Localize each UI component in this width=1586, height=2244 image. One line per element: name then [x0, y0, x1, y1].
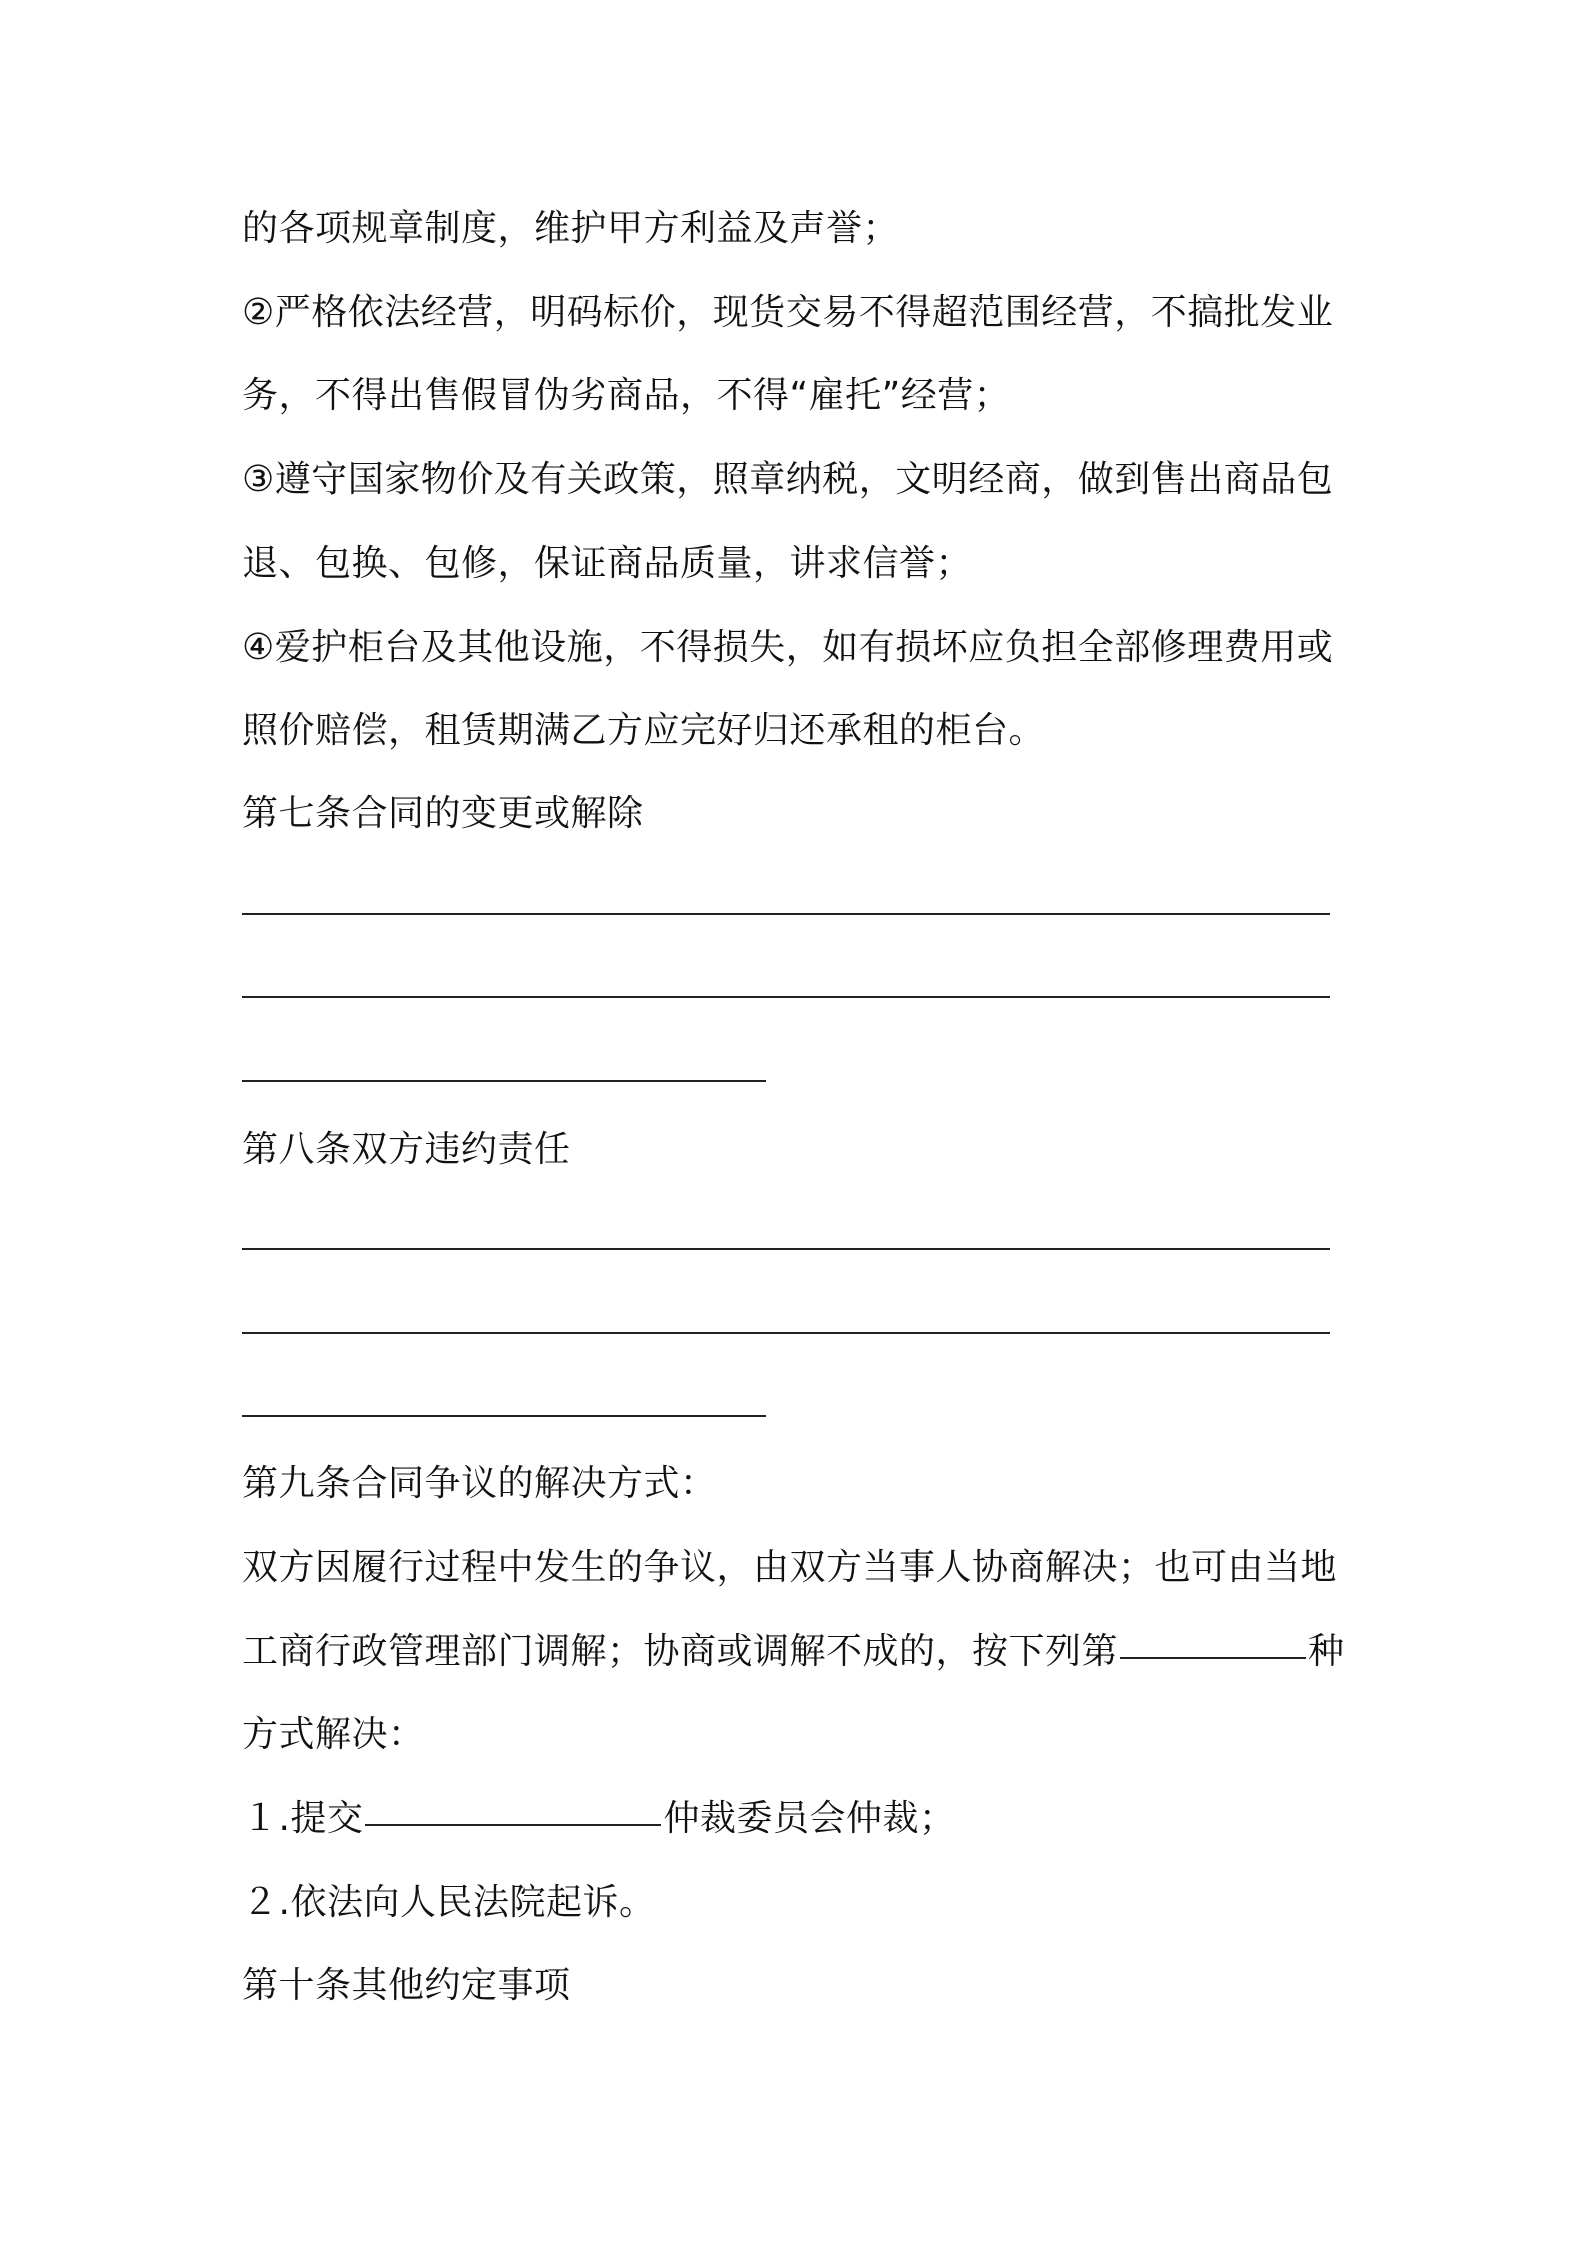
article-7-heading: 第七条合同的变更或解除 [242, 793, 644, 834]
body-text-segment: 种 [1308, 1631, 1345, 1672]
article-9-heading: 第九条合同争议的解决方式： [242, 1463, 717, 1504]
body-text-line: 退、包换、包修，保证商品质量，讲求信誉； [242, 543, 973, 584]
fill-in-blank-line[interactable] [242, 1080, 766, 1082]
body-text-segment: 仲裁委员会仲裁； [663, 1798, 956, 1839]
body-text-line: ③遵守国家物价及有关政策，照章纳税，文明经商，做到售出商品包 [242, 459, 1334, 500]
fill-in-blank-line[interactable] [242, 1332, 1330, 1334]
body-text-segment: １.提交 [242, 1798, 364, 1839]
article-10-heading: 第十条其他约定事项 [242, 1965, 571, 2006]
body-text-line: 照价赔偿，租赁期满乙方应完好归还承租的柜台。 [242, 710, 1046, 751]
body-text-line: ②严格依法经营，明码标价，现货交易不得超范围经营，不搞批发业 [242, 292, 1334, 333]
option-1 [242, 1795, 955, 1843]
body-text-line: 双方因履行过程中发生的争议，由双方当事人协商解决；也可由当地 [242, 1547, 1338, 1588]
fill-in-blank-line[interactable] [242, 913, 1330, 915]
body-text-line: 方式解决： [242, 1714, 425, 1755]
body-text-line: 务，不得出售假冒伪劣商品，不得“雇托”经营； [242, 375, 1011, 416]
body-text-line [242, 1628, 1345, 1676]
article-8-heading: 第八条双方违约责任 [242, 1129, 571, 1170]
body-text-line: 的各项规章制度，维护甲方利益及声誉； [242, 208, 900, 249]
fill-in-blank-line[interactable] [242, 1248, 1330, 1250]
fill-in-blank-line[interactable] [242, 1415, 766, 1417]
option-number-blank[interactable] [1120, 1657, 1306, 1659]
body-text-segment: 工商行政管理部门调解；协商或调解不成的，按下列第 [242, 1631, 1119, 1672]
body-text-line: ④爱护柜台及其他设施，不得损失，如有损坏应负担全部修理费用或 [242, 627, 1334, 668]
option-2: ２.依法向人民法院起诉。 [242, 1882, 656, 1923]
fill-in-blank-line[interactable] [242, 996, 1330, 998]
arbitration-committee-blank[interactable] [365, 1824, 661, 1826]
